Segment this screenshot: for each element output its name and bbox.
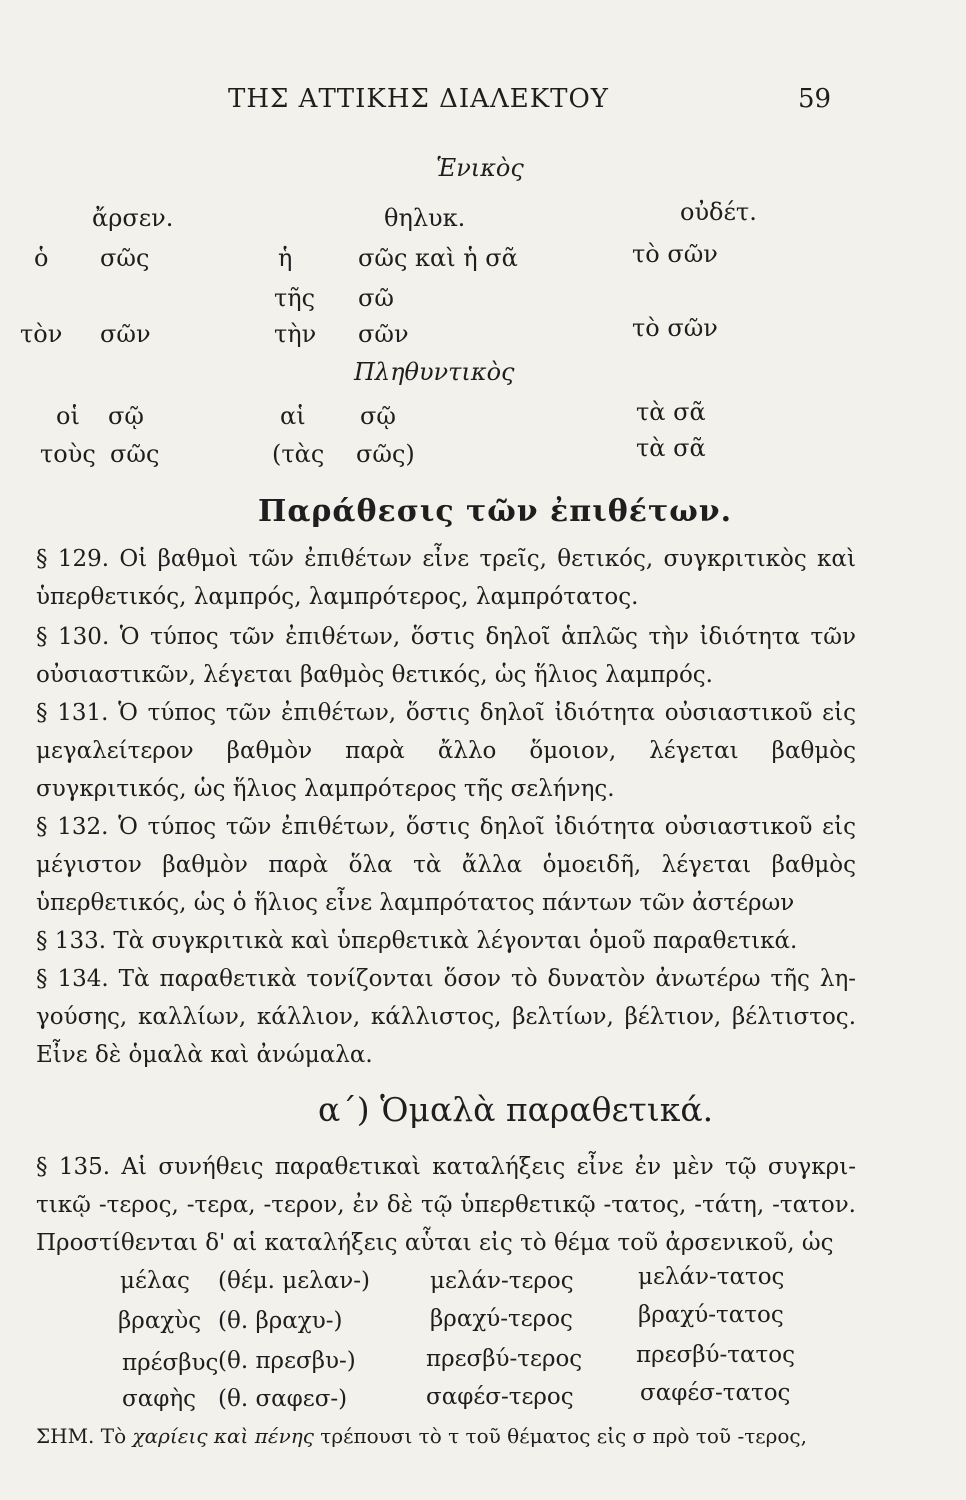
row-masc-form: σῶν [100, 320, 151, 348]
row-neut-form: τὰ σᾶ [636, 434, 706, 462]
paragraph-133: § 133. Τὰ συγκριτικὰ καὶ ὑπερθετικὰ λέγονται ὁμοῦ παραθετικά. [36, 928, 798, 954]
footnote-italic: χαρίεις καὶ πένης [132, 1424, 314, 1448]
row-masc-article: τὸν [20, 320, 63, 348]
example-comparative: βραχύ-τερος [430, 1306, 573, 1332]
row-fem-article: τὴν [274, 320, 317, 348]
page-number: 59 [798, 84, 832, 114]
paragraph-132: § 132. Ὁ τύπος τῶν ἐπιθέτων, ὅστις δηλοῖ ἰδιότητα οὐσιαστικοῦ εἰς μέγιστον βαθμὸν παρὰ ὅλα τὰ ἄλλα ὁμοειδῆ, λέγεται βαθμὸς ὑπερθετικός, ὡς ὁ ἥλιος εἶνε λαμπρότατος πάντων τῶν ἀστέρων [36, 814, 856, 916]
running-title: ΤΗΣ ΑΤΤΙΚΗΣ ΔΙΑΛΕΚΤΟΥ [228, 84, 609, 114]
col-masculine: ἄρσεν. [92, 204, 174, 232]
paragraph-135: § 135. Αἱ συνήθεις παραθετικαὶ καταλήξεις εἶνε ἐν μὲν τῷ συγκρι-τικῷ -τερος, -τερα, -τερον, ἐν δὲ τῷ ὑπερθετικῷ -τατος, -τάτη, -τατον. Προστίθενται δ' αἱ καταλήξεις αὗται εἰς τὸ θέμα τοῦ ἀρσενικοῦ, ὡς [36, 1154, 856, 1256]
row-masc-article: τοὺς [40, 440, 96, 468]
example-stem: (θ. πρεσβυ-) [218, 1348, 356, 1374]
row-neut-form: τὰ σᾶ [636, 398, 706, 426]
footnote [36, 1424, 807, 1448]
example-positive: σαφὴς [122, 1386, 196, 1412]
example-comparative: πρεσβύ-τερος [426, 1346, 583, 1372]
example-superlative: πρεσβύ-τατος [636, 1342, 796, 1368]
row-masc-article: οἱ [56, 402, 80, 430]
row-fem-article: (τὰς [272, 440, 325, 468]
example-comparative: μελάν-τερος [430, 1268, 574, 1294]
paragraph-131: § 131. Ὁ τύπος τῶν ἐπιθέτων, ὅστις δηλοῖ ἰδιότητα οὐσιαστικοῦ εἰς μεγαλείτερον βαθμὸν παρὰ ἄλλο ὅμοιον, λέγεται βαθμὸς συγκριτικός, ὡς ἥλιος λαμπρότερος τῆς σελήνης. [36, 700, 856, 802]
example-stem: (θ. βραχυ-) [218, 1308, 343, 1334]
paragraph-130: § 130. Ὁ τύπος τῶν ἐπιθέτων, ὅστις δηλοῖ ἁπλῶς τὴν ἰδιότητα τῶν οὐσιαστικῶν, λέγεται βαθμὸς θετικός, ὡς ἥλιος λαμπρός. [36, 624, 856, 688]
subheading-regular-comparatives: α΄) Ὁμαλὰ παραθετικά. [318, 1090, 714, 1129]
example-positive: βραχὺς [118, 1308, 202, 1334]
plural-caption: Πληθυντικὸς [354, 358, 515, 386]
example-superlative: βραχύ-τατος [638, 1302, 784, 1328]
section-heading: Παράθεσις τῶν ἐπιθέτων. [258, 494, 733, 529]
row-fem-form: σῷ [360, 402, 396, 430]
example-comparative: σαφέσ-τερος [426, 1384, 574, 1410]
row-neut-form: τὸ σῶν [632, 314, 718, 342]
row-masc-form: σῶς [110, 440, 160, 468]
row-masc-form: σῷ [108, 402, 144, 430]
row-fem-form: σῶν [358, 320, 409, 348]
row-masc-form: σῶς [100, 244, 150, 272]
col-neuter: οὐδέτ. [680, 198, 757, 226]
footnote-label: ΣΗΜ. [36, 1424, 95, 1448]
footnote-text-a: Τὸ [100, 1424, 127, 1448]
row-fem-article: ἡ [278, 244, 293, 272]
paragraph-134: § 134. Τὰ παραθετικὰ τονίζονται ὅσον τὸ δυνατὸν ἀνωτέρω τῆς λη-γούσης, καλλίων, κάλλιον, κάλλιστος, βελτίων, βέλτιον, βέλτιστος. Εἶνε δὲ ὁμαλὰ καὶ ἀνώμαλα. [36, 966, 856, 1068]
example-stem: (θ. σαφεσ-) [218, 1386, 348, 1412]
example-stem: (θέμ. μελαν-) [218, 1268, 371, 1294]
example-positive: πρέσβυς [122, 1350, 219, 1376]
row-fem-article: τῆς [274, 284, 316, 312]
row-masc-article: ὁ [34, 244, 49, 272]
row-fem-form: σῶς καὶ ἡ σᾶ [358, 244, 518, 272]
paragraph-129: § 129. Οἱ βαθμοὶ τῶν ἐπιθέτων εἶνε τρεῖς, θετικός, συγκριτικὸς καὶ ὑπερθετικός, λαμπρός, λαμπρότερος, λαμπρότατος. [36, 546, 856, 610]
row-neut-form: τὸ σῶν [632, 240, 718, 268]
row-fem-article: αἱ [280, 402, 306, 430]
example-superlative: μελάν-τατος [638, 1264, 785, 1290]
col-feminine: θηλυκ. [384, 204, 466, 232]
example-superlative: σαφέσ-τατος [640, 1380, 791, 1406]
row-fem-form: σῶς) [356, 440, 415, 468]
footnote-text-b: τρέπουσι τὸ τ τοῦ θέματος εἰς σ πρὸ τοῦ -τερος, [320, 1424, 807, 1448]
row-fem-form: σῶ [358, 284, 394, 312]
example-positive: μέλας [120, 1268, 190, 1294]
singular-caption: Ἑνικὸς [436, 154, 524, 182]
